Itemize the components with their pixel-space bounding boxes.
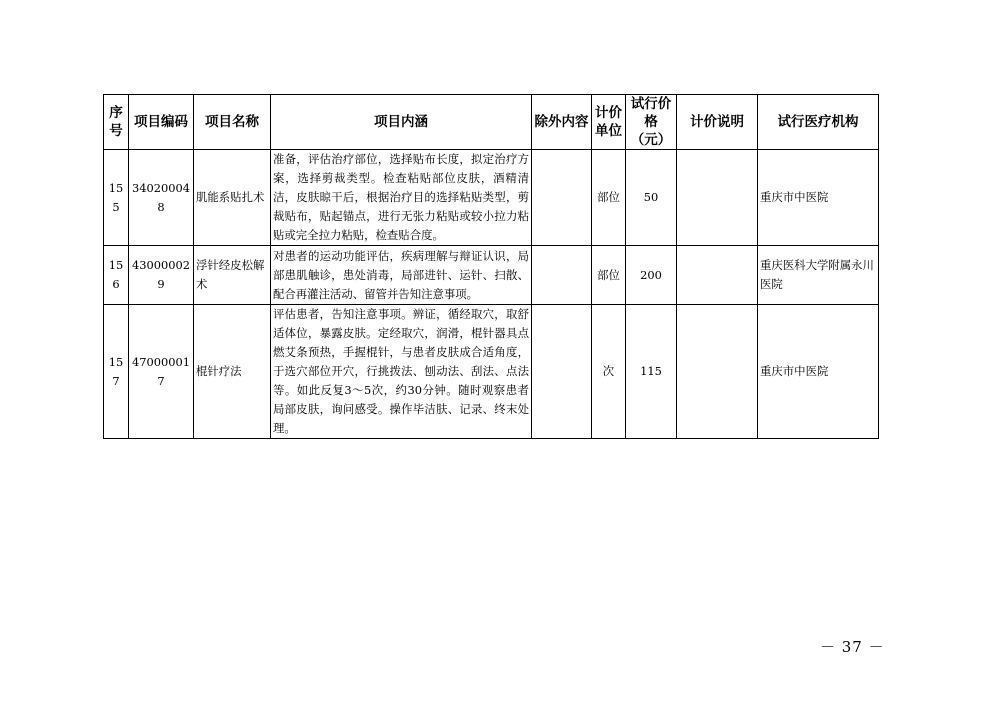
- header-note: 计价说明: [677, 95, 758, 150]
- cell-name: 棍针疗法: [194, 305, 271, 439]
- table-row: [104, 305, 879, 439]
- cell-institution: 重庆市中医院: [758, 305, 879, 439]
- cell-institution: 重庆医科大学附属永川医院: [758, 246, 879, 305]
- cell-price: 200: [626, 246, 677, 305]
- cell-content: 准备，评估治疗部位，选择贴布长度，拟定治疗方案，选择剪裁类型。检查粘贴部位皮肤，酒精清洁，皮肤晾干后，根据治疗目的选择粘贴类型，剪裁贴布，贴起锚点，进行无张力粘贴或较小拉力粘贴或完全拉力粘贴，检查贴合度。: [271, 150, 532, 246]
- header-content: 项目内涵: [271, 95, 532, 150]
- cell-code: 340200048: [129, 150, 194, 246]
- cell-price: 115: [626, 305, 677, 439]
- cell-code: 430000029: [129, 246, 194, 305]
- cell-institution: 重庆市中医院: [758, 150, 879, 246]
- table-row: [104, 246, 879, 305]
- header-name: 项目名称: [194, 95, 271, 150]
- cell-code: 470000017: [129, 305, 194, 439]
- cell-unit: 次: [592, 305, 626, 439]
- cell-price: 50: [626, 150, 677, 246]
- page-number: － 37 －: [820, 638, 885, 656]
- cell-unit: 部位: [592, 150, 626, 246]
- header-no: 序号: [104, 95, 129, 150]
- header-price: 试行价格（元）: [626, 95, 677, 150]
- cell-note: [677, 150, 758, 246]
- cell-exclusion: [532, 150, 592, 246]
- header-institution: 试行医疗机构: [758, 95, 879, 150]
- cell-no: 156: [104, 246, 129, 305]
- table-row: [104, 150, 879, 246]
- cell-note: [677, 246, 758, 305]
- cell-content: 评估患者，告知注意事项。辨证，循经取穴，取舒适体位，暴露皮肤。定经取穴，润滑，棍针器具点燃艾条预热，手握棍针，与患者皮肤成合适角度，于选穴部位开穴，行挑拨法、刨动法、刮法、点法等。如此反复3～5次，约30分钟。随时观察患者局部皮肤，询问感受。操作毕洁肤、记录、终末处理。: [271, 305, 532, 439]
- cell-exclusion: [532, 305, 592, 439]
- fee-table: [103, 94, 879, 439]
- header-code: 项目编码: [129, 95, 194, 150]
- cell-name: 浮针经皮松解术: [194, 246, 271, 305]
- cell-no: 155: [104, 150, 129, 246]
- cell-no: 157: [104, 305, 129, 439]
- cell-name: 肌能系贴扎术: [194, 150, 271, 246]
- table-header-row: [104, 95, 879, 150]
- cell-unit: 部位: [592, 246, 626, 305]
- cell-note: [677, 305, 758, 439]
- header-unit: 计价单位: [592, 95, 626, 150]
- cell-exclusion: [532, 246, 592, 305]
- cell-content: 对患者的运动功能评估，疾病理解与辩证认识，局部患肌触诊，患处消毒，局部进针、运针、扫散、配合再灌注活动、留管并告知注意事项。: [271, 246, 532, 305]
- header-exclusion: 除外内容: [532, 95, 592, 150]
